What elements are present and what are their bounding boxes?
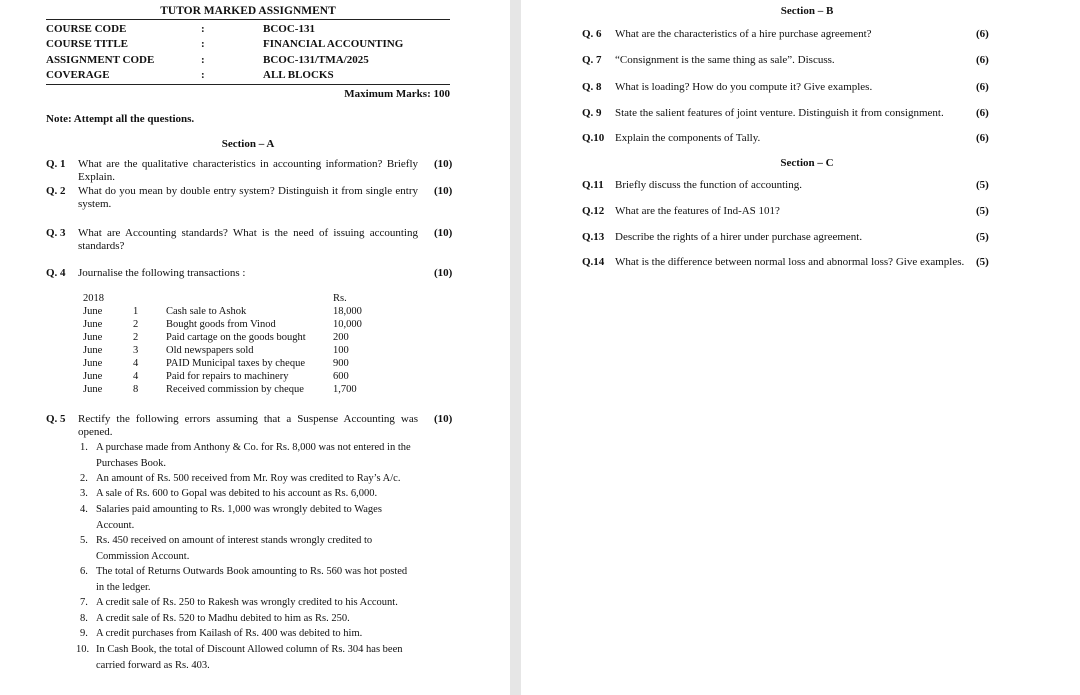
question-number: Q.12: [582, 205, 605, 217]
question-number: Q. 9: [582, 107, 602, 119]
journal-amount: 600: [333, 371, 349, 382]
section-b-heading: Section – B: [780, 5, 834, 17]
section-c-heading: Section – C: [780, 157, 834, 169]
header-value: ALL BLOCKS: [263, 69, 334, 81]
journal-description: PAID Municipal taxes by cheque: [166, 358, 306, 369]
question-text: What is the difference between normal loss and abnormal loss? Give examples.: [615, 256, 965, 268]
error-number: 3.: [80, 488, 88, 499]
journal-description: Cash sale to Ashok: [166, 306, 247, 317]
journal-description: Paid for repairs to machinery: [166, 371, 289, 382]
journal-row: [83, 305, 403, 318]
question-number: Q. 2: [46, 185, 66, 197]
question-number: Q. 5: [46, 413, 66, 425]
journal-row: [83, 357, 403, 370]
question-text: What are the characteristics of a hire purchase agreement?: [615, 28, 872, 40]
question-number: Q. 6: [582, 28, 602, 40]
header-row-course-code: [46, 23, 450, 37]
question-number: Q.10: [582, 132, 605, 144]
journal-day: 8: [133, 384, 139, 395]
error-number: 9.: [80, 628, 88, 639]
error-number: 1.: [80, 442, 88, 453]
maximum-marks: Maximum Marks: 100: [344, 88, 450, 100]
question-text: What are Accounting standards? What is the need of issuing accounting standards?: [78, 227, 418, 252]
error-text: A purchase made from Anthony & Co. for Rs. 8,000 was not entered in the Purchases Book.: [96, 442, 411, 469]
question-number: Q. 8: [582, 81, 602, 93]
journal-day: 3: [133, 345, 139, 356]
header-row-assignment-code: [46, 54, 450, 68]
journal-month: June: [83, 358, 103, 369]
header-label: ASSIGNMENT CODE: [46, 54, 155, 66]
header-value: BCOC-131/TMA/2025: [263, 54, 369, 66]
question-number: Q.14: [582, 256, 605, 268]
journal-amount: 900: [333, 358, 349, 369]
header-label: COVERAGE: [46, 69, 110, 81]
error-number: 5.: [80, 535, 88, 546]
question-marks: (10): [434, 185, 453, 197]
question-number: Q. 4: [46, 267, 66, 279]
question-marks: (6): [976, 54, 989, 66]
journal-amount: 100: [333, 345, 349, 356]
journal-month: June: [83, 306, 103, 317]
question-text: What are the qualitative characteristics in accounting information? Briefly Explain.: [78, 158, 418, 183]
journal-row: [83, 318, 403, 331]
error-text: An amount of Rs. 500 received from Mr. Roy was credited to Ray’s A/c.: [96, 473, 401, 484]
question-marks: (10): [434, 267, 453, 279]
question-text: What do you mean by double entry system? Distinguish it from single entry system.: [78, 185, 418, 210]
journal-day: 4: [133, 371, 139, 382]
question-marks: (5): [976, 256, 989, 268]
journal-row: [83, 331, 403, 344]
header-bottom-rule: [46, 84, 450, 85]
instruction-note: Note: Attempt all the questions.: [46, 113, 195, 125]
journal-row: [83, 344, 403, 357]
question-text: Journalise the following transactions :: [78, 267, 246, 279]
question-number: Q.11: [582, 179, 604, 191]
journal-month: June: [83, 319, 103, 330]
error-text: Salaries paid amounting to Rs. 1,000 was wrongly debited to Wages Account.: [96, 504, 382, 531]
journal-description: Paid cartage on the goods bought: [166, 332, 306, 343]
journal-header-row: [83, 292, 403, 305]
journal-amount: 1,700: [333, 384, 357, 395]
error-text: A credit purchases from Kailash of Rs. 400 was debited to him.: [96, 628, 363, 639]
journal-month: June: [83, 384, 103, 395]
left-page: [0, 0, 510, 695]
question-text: What are the features of Ind-AS 101?: [615, 205, 780, 217]
question-marks: (6): [976, 81, 989, 93]
question-marks: (5): [976, 231, 989, 243]
error-text: A credit sale of Rs. 250 to Rakesh was wrongly credited to his Account.: [96, 597, 398, 608]
journal-month: June: [83, 345, 103, 356]
error-number: 2.: [80, 473, 88, 484]
question-marks: (5): [976, 179, 989, 191]
journal-amount: 18,000: [333, 306, 362, 317]
header-row-course-title: [46, 38, 450, 52]
journal-day: 4: [133, 358, 139, 369]
header-value: FINANCIAL ACCOUNTING: [263, 38, 404, 50]
error-number: 7.: [80, 597, 88, 608]
question-marks: (10): [434, 227, 453, 239]
error-number: 6.: [80, 566, 88, 577]
question-text: Briefly discuss the function of accounting.: [615, 179, 802, 191]
header-value: BCOC-131: [263, 23, 315, 35]
header-label: COURSE TITLE: [46, 38, 129, 50]
error-number: 4.: [80, 504, 88, 515]
question-marks: (6): [976, 107, 989, 119]
error-text: Rs. 450 received on amount of interest stands wrongly credited to Commission Account.: [96, 535, 373, 562]
right-page: [521, 0, 1080, 695]
question-marks: (6): [976, 28, 989, 40]
header-colon: :: [201, 54, 205, 66]
question-marks: (6): [976, 132, 989, 144]
error-text: In Cash Book, the total of Discount Allowed column of Rs. 304 has been carried forward as Rs. 403.: [96, 644, 403, 671]
error-text: A credit sale of Rs. 520 to Madhu debited to him as Rs. 250.: [96, 613, 350, 624]
question-text: What is loading? How do you compute it? Give examples.: [615, 81, 873, 93]
journal-amount: 200: [333, 332, 349, 343]
header-colon: :: [201, 69, 205, 81]
error-number: 10.: [76, 644, 90, 655]
question-number: Q.13: [582, 231, 605, 243]
question-text: Explain the components of Tally.: [615, 132, 761, 144]
section-a-heading: Section – A: [221, 138, 275, 150]
question-number: Q. 3: [46, 227, 66, 239]
journal-day: 2: [133, 319, 139, 330]
journal-year: 2018: [83, 293, 104, 304]
journal-description: Bought goods from Vinod: [166, 319, 276, 330]
journal-day: 1: [133, 306, 139, 317]
journal-day: 2: [133, 332, 139, 343]
header-row-coverage: [46, 69, 450, 83]
question-text: “Consignment is the same thing as sale”. Discuss.: [615, 54, 835, 66]
question-marks: (10): [434, 158, 453, 170]
journal-currency: Rs.: [333, 293, 347, 304]
error-text: A sale of Rs. 600 to Gopal was debited to his account as Rs. 6,000.: [96, 488, 378, 499]
journal-row: [83, 370, 403, 383]
header-label: COURSE CODE: [46, 23, 127, 35]
error-text: The total of Returns Outwards Book amounting to Rs. 560 was hot posted in the ledger.: [96, 566, 408, 593]
question-number: Q. 7: [582, 54, 602, 66]
assignment-title: TUTOR MARKED ASSIGNMENT: [160, 5, 336, 17]
question-text: Describe the rights of a hirer under purchase agreement.: [615, 231, 863, 243]
question-text: Rectify the following errors assuming that a Suspense Accounting was opened.: [78, 413, 418, 438]
journal-amount: 10,000: [333, 319, 362, 330]
header-colon: :: [201, 23, 205, 35]
journal-month: June: [83, 332, 103, 343]
journal-description: Received commission by cheque: [166, 384, 304, 395]
error-number: 8.: [80, 613, 88, 624]
question-marks: (5): [976, 205, 989, 217]
question-marks: (10): [434, 413, 453, 425]
journal-description: Old newspapers sold: [166, 345, 254, 356]
header-colon: :: [201, 38, 205, 50]
journal-row: [83, 383, 403, 396]
question-number: Q. 1: [46, 158, 66, 170]
header-top-rule: [46, 19, 450, 20]
journal-month: June: [83, 371, 103, 382]
question-text: State the salient features of joint venture. Distinguish it from consignment.: [615, 107, 944, 119]
